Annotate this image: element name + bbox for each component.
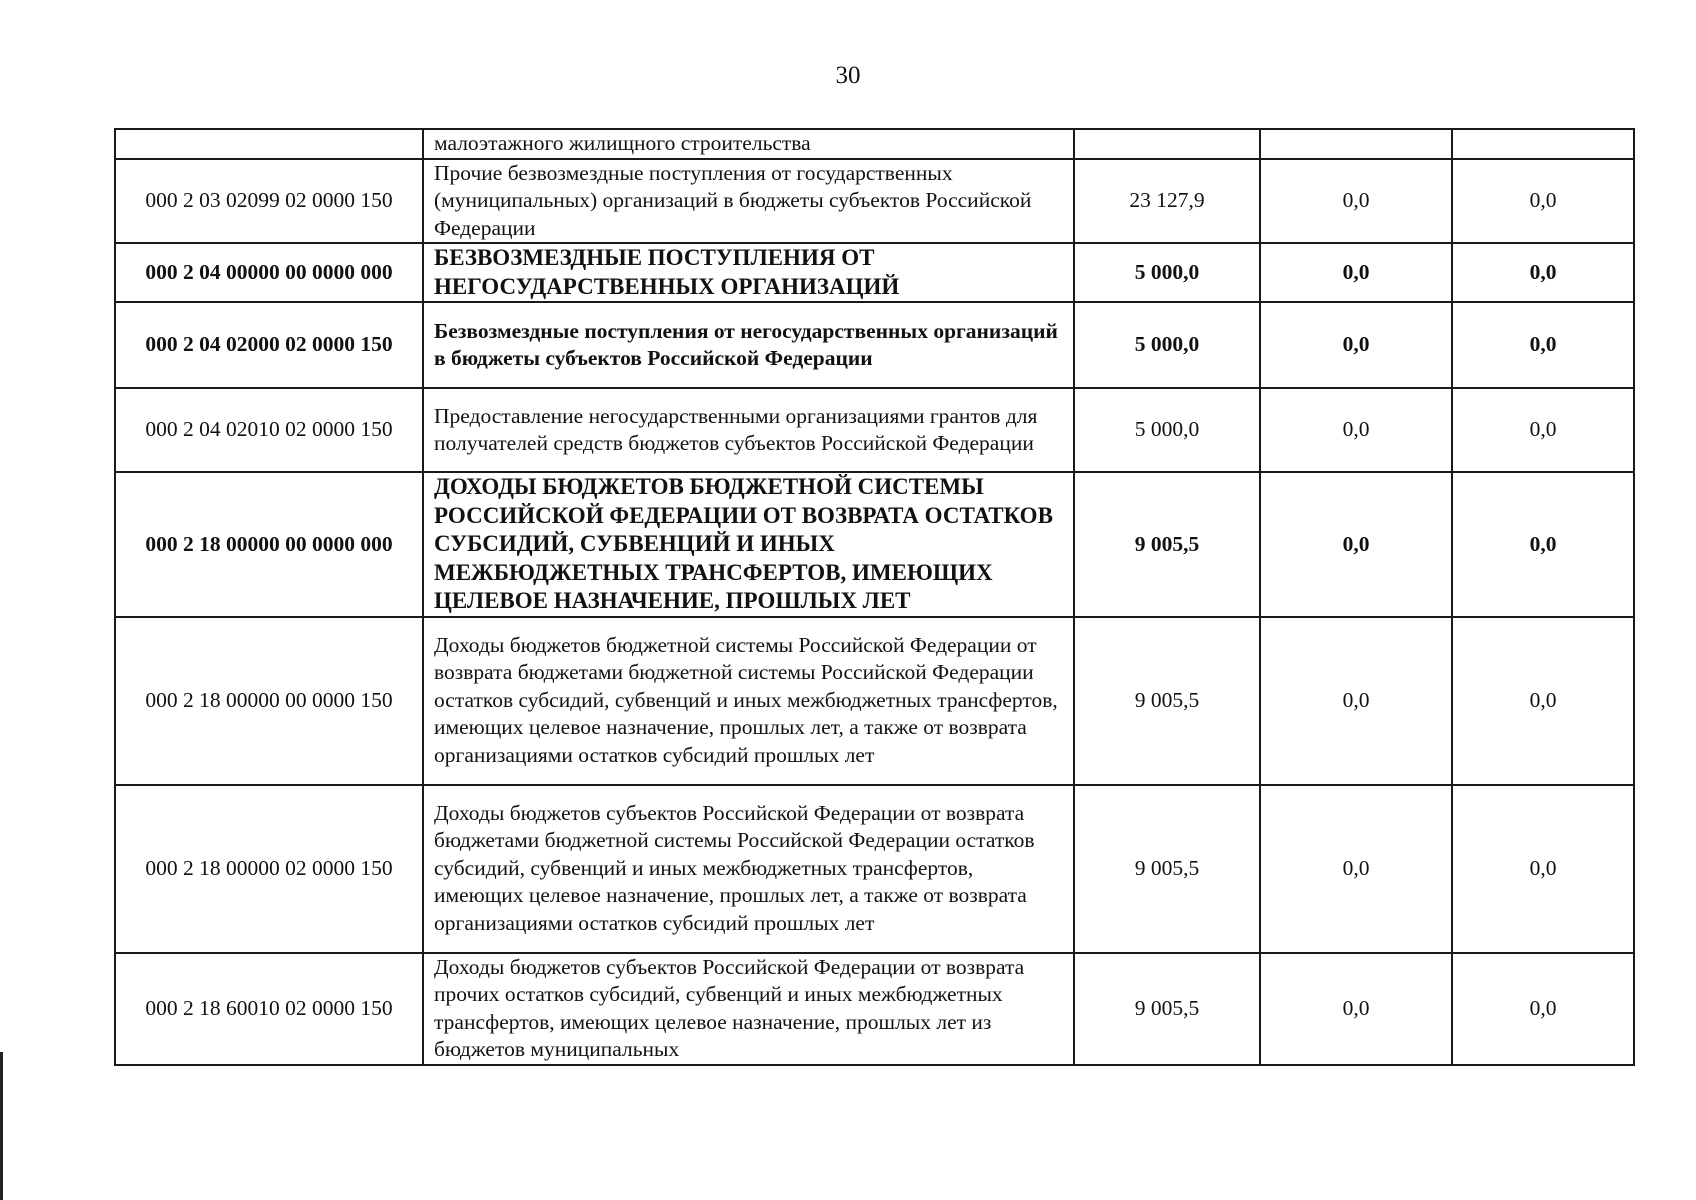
table-row [115,129,1634,159]
row-code [115,129,423,159]
row-code: 000 2 04 02000 02 0000 150 [115,302,423,388]
table-row [115,243,1634,302]
row-value-year-3: 0,0 [1452,388,1634,472]
table-row [115,159,1634,244]
row-value-year-2: 0,0 [1260,785,1452,953]
row-value-year-2: 0,0 [1260,472,1452,617]
row-description: Прочие безвозмездные поступления от государственных (муниципальных) организаций в бюджеты субъектов Российской Федерации [423,159,1074,244]
row-description: ДОХОДЫ БЮДЖЕТОВ БЮДЖЕТНОЙ СИСТЕМЫ РОССИЙСКОЙ ФЕДЕРАЦИИ ОТ ВОЗВРАТА ОСТАТКОВ СУБСИДИЙ, СУБВЕНЦИЙ И ИНЫХ МЕЖБЮДЖЕТНЫХ ТРАНСФЕРТОВ, ИМЕЮЩИХ ЦЕЛЕВОЕ НАЗНАЧЕНИЕ, ПРОШЛЫХ ЛЕТ [423,472,1074,617]
row-code: 000 2 18 60010 02 0000 150 [115,953,423,1065]
row-description: Доходы бюджетов бюджетной системы Российской Федерации от возврата бюджетами бюджетной системы Российской Федерации остатков субсидий, субвенций и иных межбюджетных трансфертов, имеющих целевое назначение, прошлых лет, а также от возврата организациями остатков субсидий прошлых лет [423,617,1074,785]
row-code: 000 2 18 00000 00 0000 150 [115,617,423,785]
page-number: 30 [835,62,861,89]
row-description: Доходы бюджетов субъектов Российской Федерации от возврата прочих остатков субсидий, субвенций и иных межбюджетных трансфертов, имеющих целевое назначение, прошлых лет из бюджетов муниципальных [423,953,1074,1065]
row-value-year-1: 23 127,9 [1074,159,1260,244]
row-value-year-1: 5 000,0 [1074,388,1260,472]
row-value-year-2: 0,0 [1260,617,1452,785]
table-row [115,302,1634,388]
row-code: 000 2 03 02099 02 0000 150 [115,159,423,244]
row-description: Предоставление негосударственными организациями грантов для получателей средств бюджетов субъектов Российской Федерации [423,388,1074,472]
row-value-year-3: 0,0 [1452,953,1634,1065]
scan-edge-line [0,1052,3,1200]
row-value-year-3: 0,0 [1452,472,1634,617]
row-value-year-3 [1452,129,1634,159]
row-value-year-1: 5 000,0 [1074,243,1260,302]
row-value-year-2: 0,0 [1260,953,1452,1065]
table-row [115,953,1634,1065]
row-value-year-3: 0,0 [1452,159,1634,244]
row-value-year-3: 0,0 [1452,785,1634,953]
row-description: малоэтажного жилищного строительства [423,129,1074,159]
row-description: Доходы бюджетов субъектов Российской Федерации от возврата бюджетами бюджетной системы Российской Федерации остатков субсидий, субвенций и иных межбюджетных трансфертов, имеющих целевое назначение, прошлых лет, а также от возврата организациями остатков субсидий прошлых лет [423,785,1074,953]
row-value-year-1: 9 005,5 [1074,617,1260,785]
row-description: БЕЗВОЗМЕЗДНЫЕ ПОСТУПЛЕНИЯ ОТ НЕГОСУДАРСТВЕННЫХ ОРГАНИЗАЦИЙ [423,243,1074,302]
table-row [115,785,1634,953]
row-code: 000 2 18 00000 00 0000 000 [115,472,423,617]
row-value-year-2: 0,0 [1260,159,1452,244]
table-row [115,617,1634,785]
row-code: 000 2 18 00000 02 0000 150 [115,785,423,953]
budget-revenue-table [114,128,1635,1066]
row-code: 000 2 04 00000 00 0000 000 [115,243,423,302]
row-value-year-1: 9 005,5 [1074,472,1260,617]
row-value-year-2: 0,0 [1260,243,1452,302]
row-value-year-2: 0,0 [1260,388,1452,472]
row-value-year-1: 5 000,0 [1074,302,1260,388]
row-value-year-3: 0,0 [1452,302,1634,388]
row-value-year-2 [1260,129,1452,159]
row-code: 000 2 04 02010 02 0000 150 [115,388,423,472]
row-value-year-3: 0,0 [1452,243,1634,302]
table-row [115,388,1634,472]
row-value-year-2: 0,0 [1260,302,1452,388]
row-value-year-1: 9 005,5 [1074,785,1260,953]
row-value-year-3: 0,0 [1452,617,1634,785]
table-row [115,472,1634,617]
row-description: Безвозмездные поступления от негосударственных организаций в бюджеты субъектов Российской Федерации [423,302,1074,388]
row-value-year-1: 9 005,5 [1074,953,1260,1065]
row-value-year-1 [1074,129,1260,159]
